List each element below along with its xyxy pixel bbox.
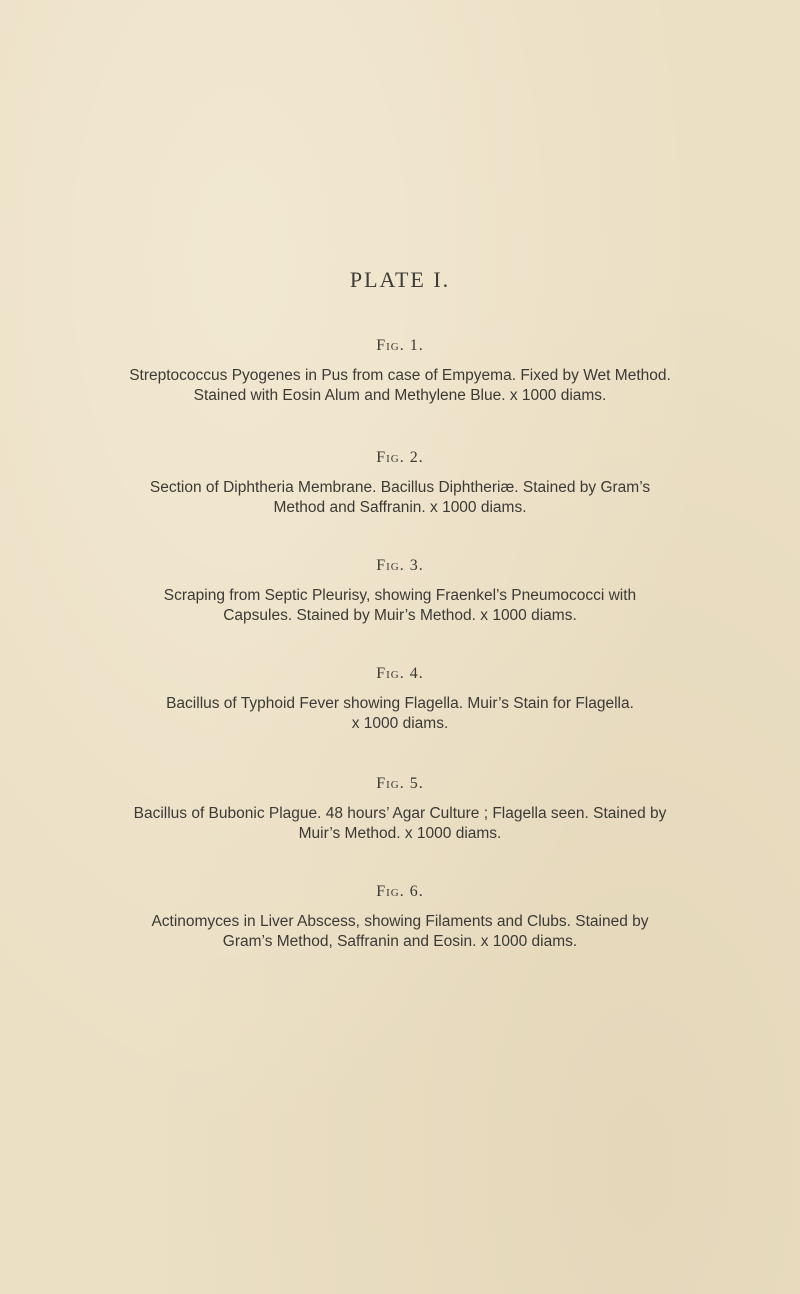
figure-6-caption-line: Actinomyces in Liver Abscess, showing Filaments and Clubs. Stained by xyxy=(151,913,649,930)
figure-5-caption-line: Muir’s Method. x 1000 diams. xyxy=(298,824,502,842)
plate-title: PLATE I. xyxy=(349,267,451,292)
figure-2-caption-line: Method and Saffranin. x 1000 diams. xyxy=(273,498,527,516)
figure-4-caption xyxy=(0,694,800,733)
figure-4-label: Fig. 4. xyxy=(376,665,424,682)
figure-3-caption-line: Scraping from Septic Pleurisy, showing Fraenkel’s Pneumococci with xyxy=(163,587,637,604)
figure-1-caption-line: Streptococcus Pyogenes in Pus from case of Empyema. Fixed by Wet Method. xyxy=(129,367,671,384)
figure-6-label: Fig. 6. xyxy=(376,883,424,900)
figure-2-label: Fig. 2. xyxy=(376,449,424,466)
figure-4-caption-line: x 1000 diams. xyxy=(351,714,449,732)
figure-2-block xyxy=(0,448,800,517)
figure-1-block xyxy=(0,336,800,405)
figure-5-label: Fig. 5. xyxy=(376,775,424,792)
figure-5-caption-line: Bacillus of Bubonic Plague. 48 hours’ Agar Culture ; Flagella seen. Stained by xyxy=(133,805,667,822)
figure-1-caption-line: Stained with Eosin Alum and Methylene Blue. x 1000 diams. xyxy=(193,386,607,404)
figure-4-caption-line: Bacillus of Typhoid Fever showing Flagella. Muir’s Stain for Flagella. xyxy=(166,695,634,712)
figure-3-caption xyxy=(0,586,800,625)
figure-6-caption-line: Gram’s Method, Saffranin and Eosin. x 1000 diams. xyxy=(222,932,578,950)
figure-2-caption xyxy=(0,478,800,517)
figure-1-caption xyxy=(0,366,800,405)
figure-2-caption-line: Section of Diphtheria Membrane. Bacillus Diphtheriæ. Stained by Gram’s xyxy=(149,479,651,496)
figure-3-label: Fig. 3. xyxy=(376,557,424,574)
figure-5-caption xyxy=(0,804,800,843)
figure-1-label: Fig. 1. xyxy=(376,337,424,354)
figure-3-caption-line: Capsules. Stained by Muir’s Method. x 1000 diams. xyxy=(223,606,577,624)
figure-6-caption xyxy=(0,912,800,951)
figure-6-block xyxy=(0,882,800,951)
figure-4-block xyxy=(0,664,800,733)
figure-5-block xyxy=(0,774,800,843)
figure-3-block xyxy=(0,556,800,625)
